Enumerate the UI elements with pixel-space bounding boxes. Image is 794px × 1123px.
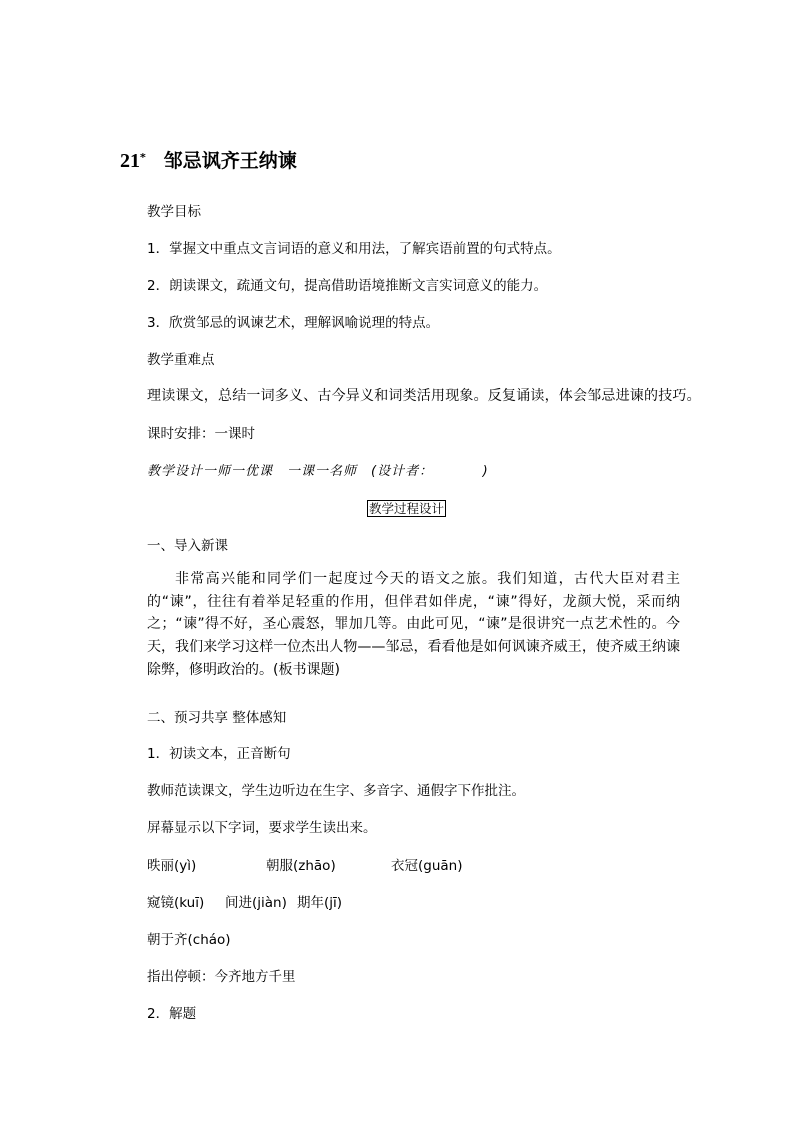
sub2-heading: 2．解题	[147, 1006, 197, 1022]
vocab-item: 窥镜(kuī)	[147, 895, 205, 911]
design-note: 教学设计一师一优课 一课一名师 (设计者： )	[147, 464, 489, 479]
vocab-item: 衣冠(guān)	[391, 858, 463, 874]
lesson-mark: *	[140, 150, 146, 164]
section2-heading: 二、预习共享 整体感知	[147, 710, 287, 726]
vocab-item: 期年(jī)	[297, 895, 343, 911]
vocab-item: 朝服(zhāo)	[266, 858, 336, 874]
goals-heading: 教学目标	[147, 204, 201, 220]
vocab-item: 朝于齐(cháo)	[147, 932, 231, 948]
goal-item-3: 3．欣赏邹忌的讽谏艺术，理解讽喻说理的特点。	[147, 315, 440, 331]
sub1-line-1: 教师范读课文，学生边听边在生字、多音字、通假字下作批注。	[147, 783, 525, 799]
key-heading: 教学重难点	[147, 352, 215, 368]
sub1-line-2: 屏幕显示以下字词，要求学生读出来。	[147, 820, 377, 836]
lesson-number: 21	[120, 150, 140, 172]
vocab-item: 间进(jiàn)	[225, 895, 287, 911]
vocab-item: 昳丽(yì)	[147, 858, 197, 874]
process-heading-label: 教学过程设计	[369, 501, 445, 516]
goal-item-1: 1．掌握文中重点文言词语的意义和用法，了解宾语前置的句式特点。	[147, 241, 561, 257]
schedule: 课时安排：一课时	[147, 426, 255, 442]
lesson-name: 邹忌讽齐王纳谏	[163, 150, 297, 172]
section1-heading: 一、导入新课	[147, 538, 228, 554]
lesson-title	[120, 146, 297, 173]
key-text: 理读课文，总结一词多义、古今异义和词类活用现象。反复诵读，体会邹忌进谏的技巧。	[147, 388, 701, 404]
pause-line: 指出停顿：今齐地方千里	[147, 969, 296, 985]
process-heading	[367, 498, 446, 517]
goal-item-2: 2．朗读课文，疏通文句，提高借助语境推断文言实词意义的能力。	[147, 278, 548, 294]
sub1-heading: 1．初读文本，正音断句	[147, 746, 291, 762]
section1-paragraph: 非常高兴能和同学们一起度过今天的语文之旅。我们知道，古代大臣对君主的“谏”，往往有着举足轻重的作用，但伴君如伴虎，“谏”得好，龙颜大悦，采而纳之；“谏”得不好，圣心震怒，罪加几等。由此可见，“谏”是很讲究一点艺术性的。今天，我们来学习这样一位杰出人物——邹忌，看看他是如何讽谏齐威王，使齐威王纳谏除弊，修明政治的。(板书课题)	[147, 571, 680, 678]
